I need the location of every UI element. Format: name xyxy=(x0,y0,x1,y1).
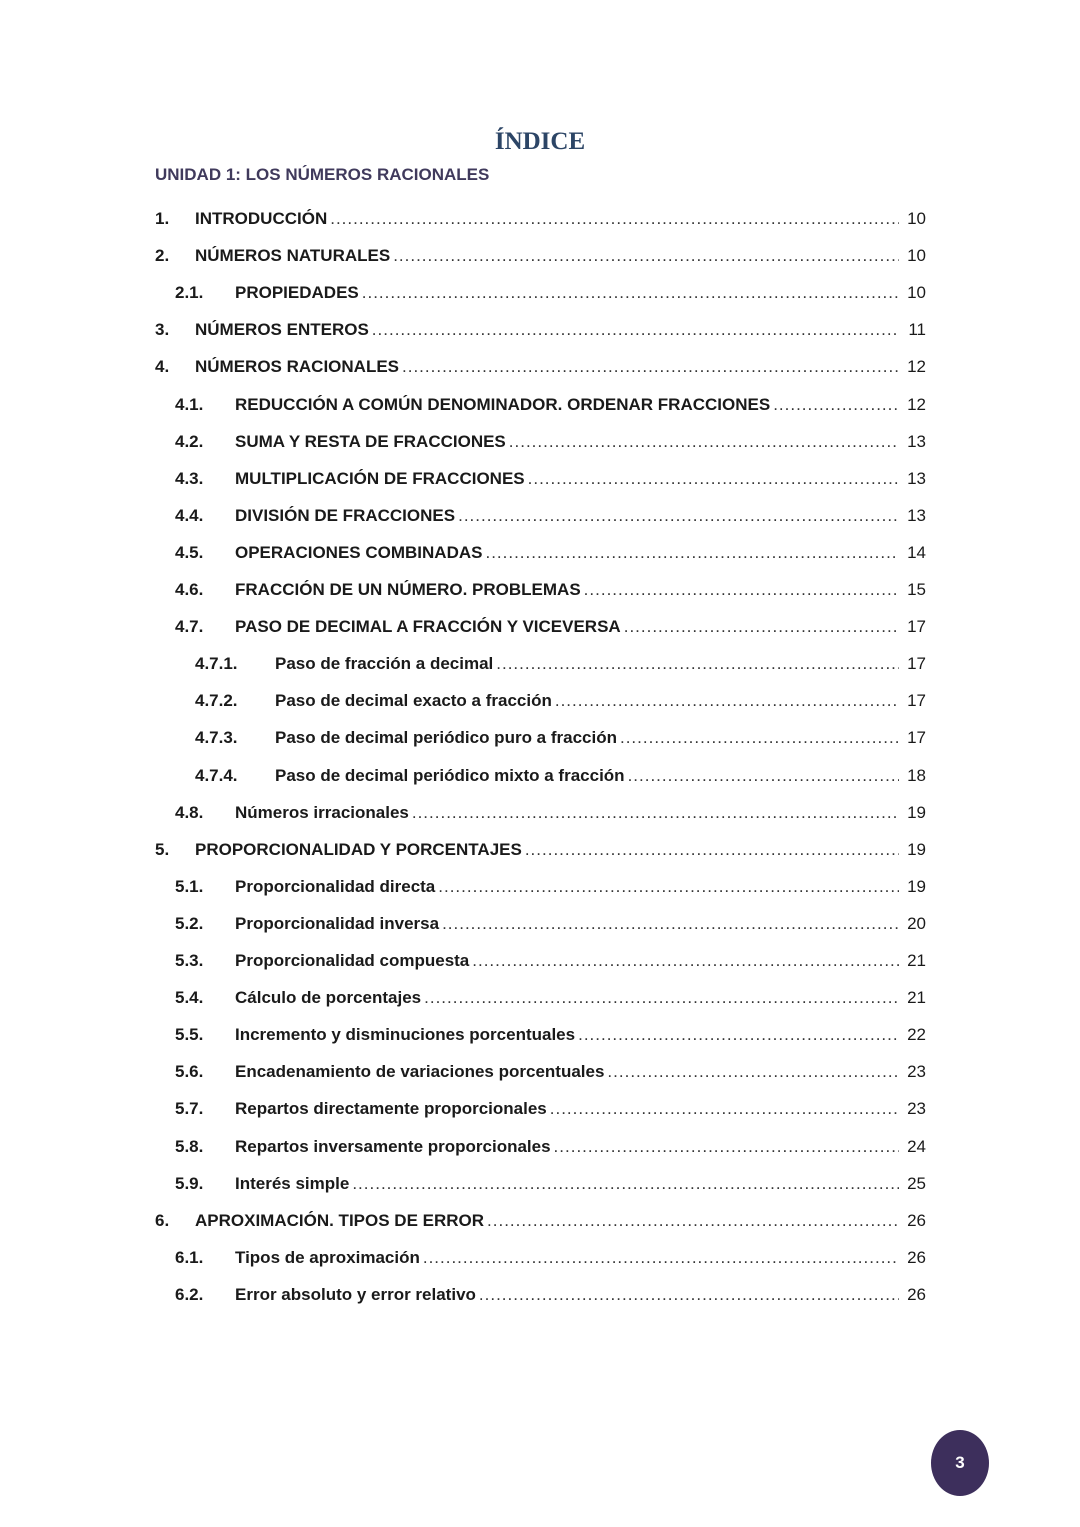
toc-entry-page: 13 xyxy=(907,505,926,525)
toc-entry-page: 14 xyxy=(907,542,926,562)
toc-entry-label: Tipos de aproximación xyxy=(235,1247,420,1267)
toc-entry-page: 21 xyxy=(907,951,926,970)
toc-entry-page: 10 xyxy=(907,283,926,303)
toc-entry-label: Paso de decimal exacto a fracción xyxy=(275,691,552,711)
toc-entry[interactable] xyxy=(195,691,926,715)
dot-leader xyxy=(438,877,899,897)
toc-entry-label: Interés simple xyxy=(235,1173,350,1193)
toc-entry-number: 5.1. xyxy=(175,876,204,896)
dot-leader xyxy=(555,691,899,711)
toc-entry[interactable] xyxy=(155,840,926,864)
toc-entry-label: PROPIEDADES xyxy=(235,283,359,303)
toc-entry-number: 5.9. xyxy=(175,1173,204,1193)
toc-entry-label: NÚMEROS ENTEROS xyxy=(195,320,369,340)
toc-entry[interactable] xyxy=(175,506,926,530)
toc-entry[interactable] xyxy=(155,246,926,270)
toc-entry[interactable] xyxy=(175,951,926,975)
toc-entry-number: 5.4. xyxy=(175,988,204,1008)
toc-entry[interactable] xyxy=(175,988,926,1012)
dot-leader xyxy=(362,283,899,303)
toc-entry[interactable] xyxy=(155,320,926,344)
toc-entry[interactable] xyxy=(175,877,926,901)
toc-entry[interactable] xyxy=(175,1248,926,1272)
toc-entry-number: 5.6. xyxy=(175,1062,204,1082)
page-number-badge: 3 xyxy=(931,1430,989,1496)
toc-entry-number: 4.7.4. xyxy=(195,765,238,785)
toc-entry-page: 11 xyxy=(908,320,926,340)
toc-entry-number: 5.5. xyxy=(175,1025,204,1045)
toc-entry[interactable] xyxy=(175,1137,926,1161)
toc-entry-label: DIVISIÓN DE FRACCIONES xyxy=(235,505,456,525)
dot-leader xyxy=(496,654,899,674)
toc-entry-number: 4.1. xyxy=(175,394,204,414)
toc-entry-page: 26 xyxy=(907,1284,926,1304)
toc-entry-number: 5.3. xyxy=(175,951,204,970)
toc-entry-page: 13 xyxy=(907,431,926,451)
dot-leader xyxy=(578,1025,899,1045)
toc-entry[interactable] xyxy=(175,914,926,938)
toc-entry-label: Repartos inversamente proporcionales xyxy=(235,1136,551,1156)
toc-entry-number: 4.4. xyxy=(175,505,204,525)
dot-leader xyxy=(509,432,899,452)
toc-entry-label: INTRODUCCIÓN xyxy=(195,209,328,228)
toc-entry-number: 4.3. xyxy=(175,468,204,488)
toc-entry-label: SUMA Y RESTA DE FRACCIONES xyxy=(235,431,506,451)
toc-entry-page: 17 xyxy=(907,617,926,637)
dot-leader xyxy=(402,357,899,377)
toc-entry-page: 19 xyxy=(907,839,926,859)
unit-heading: UNIDAD 1: LOS NÚMEROS RACIONALES xyxy=(155,165,490,184)
dot-leader xyxy=(525,840,899,860)
toc-entry-page: 12 xyxy=(907,357,926,377)
toc-entry-number: 4.8. xyxy=(175,802,204,822)
toc-entry-number: 5.2. xyxy=(175,913,204,933)
toc-entry-number: 4.2. xyxy=(175,431,204,451)
dot-leader xyxy=(472,951,899,971)
toc-entry-label: Paso de decimal periódico puro a fracción xyxy=(275,728,617,748)
toc-entry-page: 19 xyxy=(907,802,926,822)
toc-entry[interactable] xyxy=(175,803,926,827)
dot-leader xyxy=(442,914,899,934)
toc-entry-label: OPERACIONES COMBINADAS xyxy=(235,542,483,562)
dot-leader xyxy=(372,320,899,340)
toc-entry-label: Paso de decimal periódico mixto a fracción xyxy=(275,765,625,785)
toc-entry-number: 4.7.1. xyxy=(195,654,238,674)
toc-entry[interactable] xyxy=(175,283,926,307)
toc-entry[interactable] xyxy=(195,766,926,790)
page-title: ÍNDICE xyxy=(494,128,586,155)
toc-entry-label: PASO DE DECIMAL A FRACCIÓN Y VICEVERSA xyxy=(235,617,621,637)
toc-entry[interactable] xyxy=(195,654,926,678)
toc-entry-label: NÚMEROS NATURALES xyxy=(195,246,391,266)
dot-leader xyxy=(624,617,899,637)
toc-entry-number: 5.8. xyxy=(175,1136,204,1156)
toc-entry-number: 5. xyxy=(155,839,170,859)
toc-entry[interactable] xyxy=(155,357,926,381)
toc-entry-page: 17 xyxy=(907,691,926,711)
toc-entry-number: 2. xyxy=(155,246,170,266)
toc-entry[interactable] xyxy=(175,1174,926,1198)
toc-entry-label: Incremento y disminuciones porcentuales xyxy=(235,1025,576,1045)
toc-entry-label: MULTIPLICACIÓN DE FRACCIONES xyxy=(235,468,525,488)
toc-entry-number: 4.7.3. xyxy=(195,728,238,748)
dot-leader xyxy=(620,728,899,748)
toc-entry[interactable] xyxy=(155,1211,926,1235)
toc-entry-number: 5.7. xyxy=(175,1099,204,1119)
toc-entry[interactable] xyxy=(175,395,926,419)
toc-entry-number: 4.7. xyxy=(175,617,204,637)
toc-entry-page: 10 xyxy=(907,246,926,266)
toc-entry[interactable] xyxy=(175,543,926,567)
toc-entry-number: 4. xyxy=(155,357,170,377)
toc-entry[interactable] xyxy=(175,1025,926,1049)
toc-entry[interactable] xyxy=(175,617,926,641)
toc-entry-number: 6.1. xyxy=(175,1247,204,1267)
toc-entry-page: 10 xyxy=(907,209,926,228)
dot-leader xyxy=(424,988,899,1008)
dot-leader xyxy=(479,1285,899,1305)
toc-entry-label: Números irracionales xyxy=(235,802,409,822)
dot-leader xyxy=(773,395,899,415)
toc-entry[interactable] xyxy=(175,1285,926,1309)
toc-entry[interactable] xyxy=(175,580,926,604)
dot-leader xyxy=(352,1174,899,1194)
toc-entry-label: Repartos directamente proporcionales xyxy=(235,1099,547,1119)
toc-entry-label: Encadenamiento de variaciones porcentuales xyxy=(235,1062,605,1082)
toc-entry-label: Error absoluto y error relativo xyxy=(235,1284,476,1304)
toc-entry-number: 4.7.2. xyxy=(195,691,238,711)
dot-leader xyxy=(628,766,899,786)
toc-entry-page: 25 xyxy=(907,1173,926,1193)
dot-leader xyxy=(528,469,899,489)
toc-entry-label: NÚMEROS RACIONALES xyxy=(195,357,400,377)
dot-leader xyxy=(458,506,899,526)
toc-entry-page: 17 xyxy=(907,654,926,674)
toc-entry[interactable] xyxy=(175,432,926,456)
toc-entry-page: 17 xyxy=(907,728,926,748)
toc-entry-page: 22 xyxy=(907,1025,926,1045)
toc-entry-page: 26 xyxy=(907,1210,926,1230)
toc-entry-page: 24 xyxy=(907,1136,926,1156)
toc-entry-label: REDUCCIÓN A COMÚN DENOMINADOR. ORDENAR FRACCIONES xyxy=(235,394,771,414)
toc-entry-label: Proporcionalidad compuesta xyxy=(235,951,470,970)
toc-entry-page: 20 xyxy=(907,913,926,933)
toc-entry[interactable] xyxy=(175,1099,926,1123)
toc-entry-page: 18 xyxy=(907,765,926,785)
toc-entry-number: 6.2. xyxy=(175,1284,204,1304)
dot-leader xyxy=(607,1062,899,1082)
toc-entry-page: 15 xyxy=(907,580,926,599)
toc-entry[interactable] xyxy=(155,209,926,233)
toc-entry[interactable] xyxy=(175,469,926,493)
dot-leader xyxy=(412,803,899,823)
dot-leader xyxy=(554,1137,899,1157)
toc-entry-label: APROXIMACIÓN. TIPOS DE ERROR xyxy=(195,1210,485,1230)
toc-entry-number: 4.5. xyxy=(175,542,204,562)
toc-entry[interactable] xyxy=(175,1062,926,1086)
toc-entry-page: 21 xyxy=(907,988,926,1008)
dot-leader xyxy=(423,1248,899,1268)
toc-entry-page: 12 xyxy=(907,394,926,414)
toc-entry-number: 4.6. xyxy=(175,580,204,599)
dot-leader xyxy=(393,246,899,266)
toc-entry-number: 6. xyxy=(155,1210,170,1230)
toc-entry-page: 26 xyxy=(907,1247,926,1267)
toc-entry-label: Proporcionalidad directa xyxy=(235,876,436,896)
toc-entry-label: Paso de fracción a decimal xyxy=(275,654,494,674)
toc-entry-label: FRACCIÓN DE UN NÚMERO. PROBLEMAS xyxy=(235,580,581,599)
toc-entry-page: 23 xyxy=(907,1062,926,1082)
dot-leader xyxy=(330,209,899,229)
toc-entry-label: Cálculo de porcentajes xyxy=(235,988,422,1008)
dot-leader xyxy=(550,1099,899,1119)
toc-entry-number: 3. xyxy=(155,320,170,340)
toc-entry-page: 23 xyxy=(907,1099,926,1119)
toc-entry[interactable] xyxy=(195,728,926,752)
toc-entry-page: 13 xyxy=(907,468,926,488)
toc-entry-number: 1. xyxy=(155,209,170,228)
toc-entry-page: 19 xyxy=(907,876,926,896)
toc-entry-label: Proporcionalidad inversa xyxy=(235,913,440,933)
dot-leader xyxy=(485,543,899,563)
dot-leader xyxy=(487,1211,899,1231)
toc-entry-number: 2.1. xyxy=(175,283,204,303)
dot-leader xyxy=(584,580,899,600)
toc-entry-label: PROPORCIONALIDAD Y PORCENTAJES xyxy=(195,839,522,859)
